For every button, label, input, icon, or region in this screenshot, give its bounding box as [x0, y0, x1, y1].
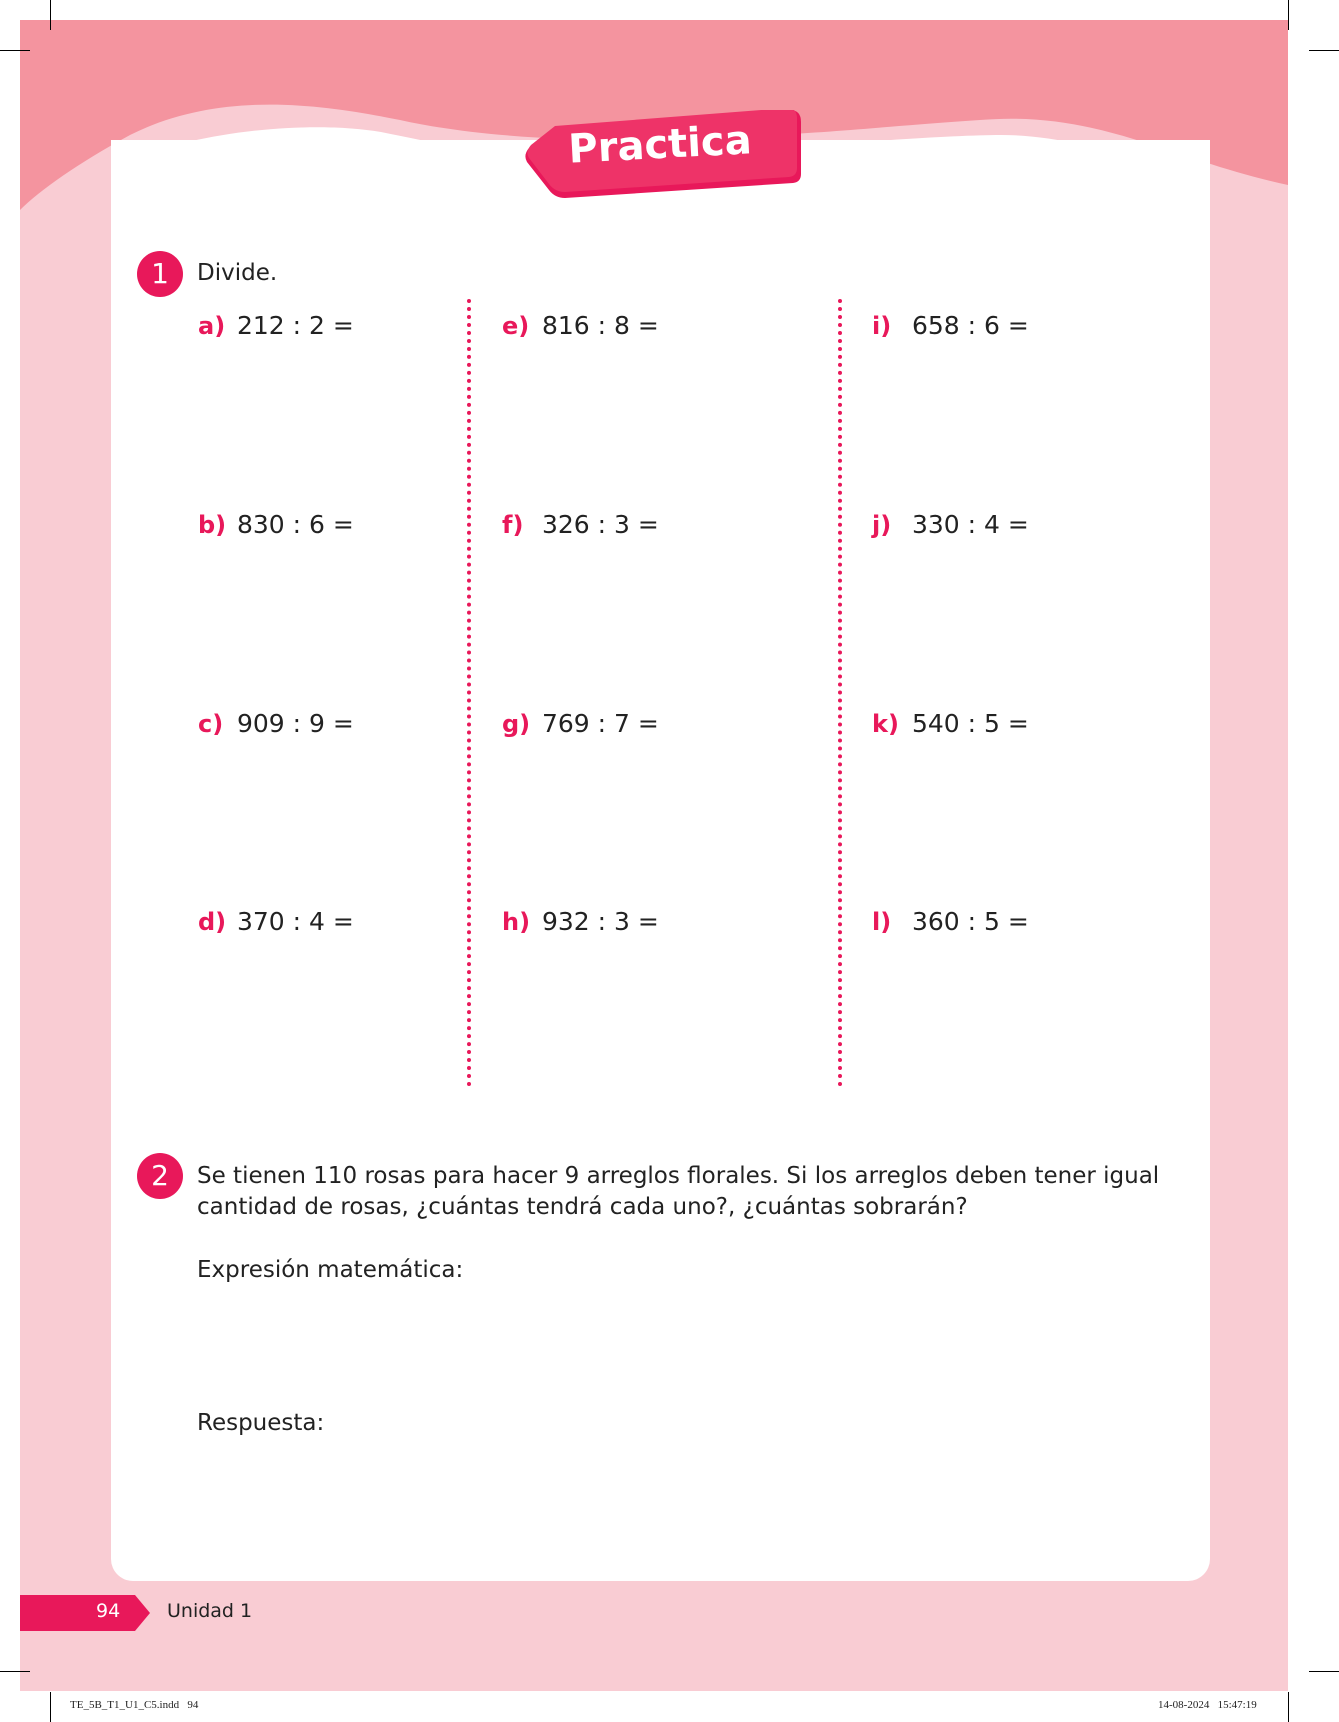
division-label: a)	[198, 312, 226, 340]
division-expression: 932 : 3 =	[542, 907, 659, 936]
division-expression: 212 : 2 =	[237, 311, 354, 340]
division-expression: 769 : 7 =	[542, 709, 659, 738]
division-expression: 370 : 4 =	[237, 907, 354, 936]
crop-mark	[50, 0, 51, 30]
exercise-2-text-line1: Se tienen 110 rosas para hacer 9 arreglos florales. Si los arreglos deben tener igual	[197, 1163, 1160, 1189]
page-title: Practica	[567, 117, 753, 173]
crop-mark	[1288, 1692, 1289, 1722]
crop-mark	[1309, 1671, 1339, 1672]
exercise-number-2: 2	[137, 1153, 183, 1199]
content-card	[111, 140, 1210, 1581]
division-label: g)	[502, 710, 531, 738]
division-label: i)	[872, 312, 892, 340]
page-number-tab	[20, 1595, 150, 1631]
division-label: h)	[502, 908, 531, 936]
division-label: l)	[872, 908, 892, 936]
division-label: d)	[198, 908, 227, 936]
division-label: k)	[872, 710, 899, 738]
division-label: e)	[502, 312, 530, 340]
division-expression: 360 : 5 =	[912, 907, 1029, 936]
exercise-2-text-line2: cantidad de rosas, ¿cuántas tendrá cada uno?, ¿cuántas sobrarán?	[197, 1194, 968, 1220]
division-expression: 330 : 4 =	[912, 510, 1029, 539]
unit-label: Unidad 1	[167, 1600, 253, 1622]
division-label: b)	[198, 511, 227, 539]
division-label: j)	[872, 511, 892, 539]
division-expression: 326 : 3 =	[542, 510, 659, 539]
slug-filename: TE_5B_T1_U1_C5.indd 94	[70, 1699, 199, 1711]
division-expression: 909 : 9 =	[237, 709, 354, 738]
division-expression: 816 : 8 =	[542, 311, 659, 340]
division-expression: 658 : 6 =	[912, 311, 1029, 340]
division-label: f)	[502, 511, 524, 539]
crop-mark	[1288, 0, 1289, 30]
crop-mark	[0, 50, 30, 51]
answer-label: Respuesta:	[197, 1410, 325, 1436]
page-number: 94	[96, 1600, 121, 1622]
column-divider	[467, 299, 471, 1087]
division-expression: 540 : 5 =	[912, 709, 1029, 738]
division-label: c)	[198, 710, 224, 738]
slug-date: 14-08-2024 15:47:19	[1158, 1699, 1257, 1711]
crop-mark	[0, 1671, 30, 1672]
exercise-1-instruction: Divide.	[197, 260, 278, 286]
division-expression: 830 : 6 =	[237, 510, 354, 539]
column-divider	[838, 299, 842, 1087]
crop-mark	[50, 1692, 51, 1722]
expression-label: Expresión matemática:	[197, 1257, 464, 1283]
exercise-number-1: 1	[137, 251, 183, 297]
crop-mark	[1309, 50, 1339, 51]
